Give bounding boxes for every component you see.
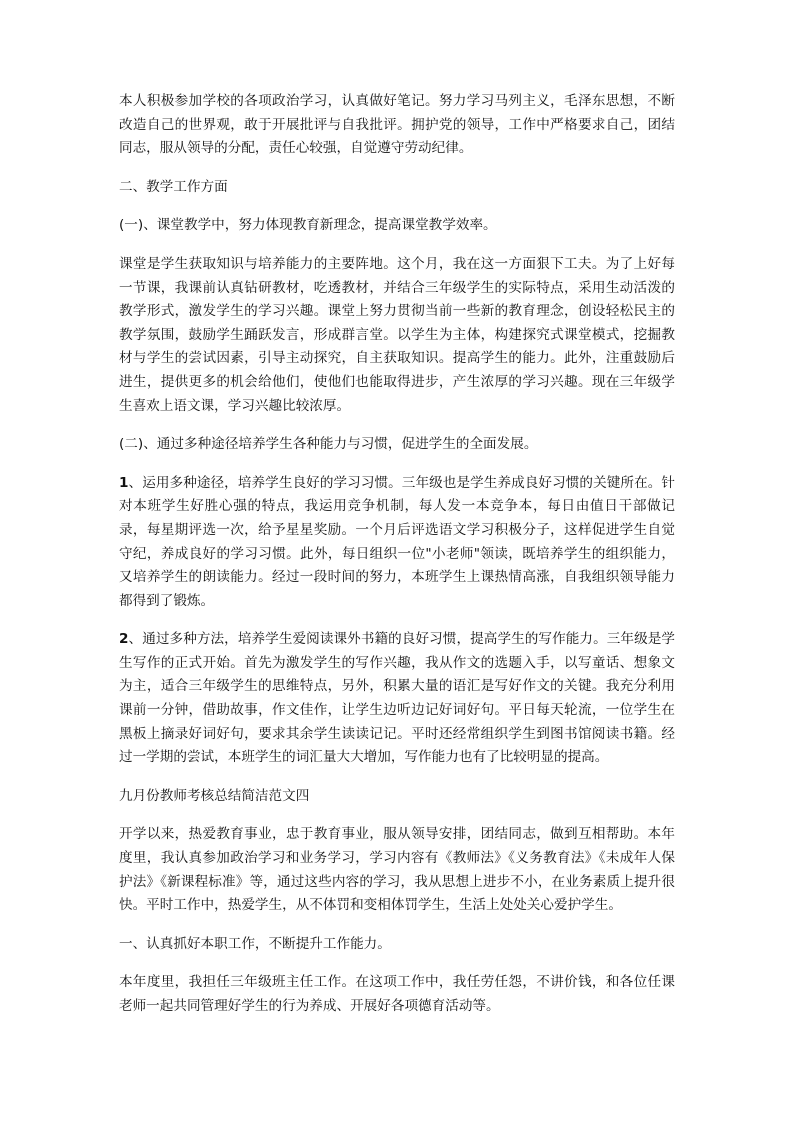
document-page bbox=[119, 90, 675, 1034]
article-title: 九月份教师考核总结简洁范文四 bbox=[119, 787, 310, 804]
list-item-learning-habits bbox=[119, 472, 675, 614]
subheading-classroom-teaching: (一)、课堂教学中，努力体现教育新理念，提高课堂教学效率。 bbox=[119, 217, 497, 234]
item-text: 、通过多种方法，培养学生爱阅读课外书籍的良好习惯，提高学生的写作能力。三年级是学生写作的正式开始。首先为激发学生的写作兴趣，我从作文的选题入手，以写童话、想象文为主，适合三年级学生的思维特点，另外，积累大量的语汇是写好作文的关键。我充分利用课前一分钟，借助故事，作文佳作，让学生边听边记好词好句。平日每天轮流，一位学生在黑板上摘录好词好句，要求其余学生读读记记。平时还经常组织学生到图书馆阅读书籍。经过一学期的尝试，本班学生的词汇量大大增加，写作能力也有了比较明显的提高。 bbox=[119, 631, 675, 766]
item-number: 1 bbox=[119, 474, 129, 491]
subheading-abilities-habits: (二)、通过多种途径培养学生各种能力与习惯，促进学生的全面发展。 bbox=[119, 436, 538, 453]
item-number: 2 bbox=[119, 631, 129, 648]
section-heading-duty: 一、认真抓好本职工作，不断提升工作能力。 bbox=[119, 935, 391, 952]
paragraph-political-study: 本人积极参加学校的各项政治学习，认真做好笔记。努力学习马列主义，毛泽东思想，不断改造自己的世界观，敢于开展批评与自我批评。拥护党的领导，工作中严格要求自己，团结同志，服从领导的分配，责任心较强，自觉遵守劳动纪律。 bbox=[119, 93, 675, 157]
list-item-reading-writing bbox=[119, 628, 675, 770]
section-heading-teaching: 二、教学工作方面 bbox=[119, 178, 228, 195]
item-text: 、运用多种途径，培养学生良好的学习习惯。三年级也是学生养成良好习惯的关键所在。针对本班学生好胜心强的特点，我运用竞争机制，每人发一本竞争本，每日由值日干部做记录，每星期评选一次，给予星星奖励。一个月后评选语文学习积极分子，这样促进学生自觉守纪，养成良好的学习习惯。此外，每日组织一位"小老师"领读，既培养学生的组织能力，又培养学生的朗读能力。经过一段时间的努力，本班学生上课热情高涨，自我组织领导能力都得到了锻炼。 bbox=[119, 474, 675, 609]
paragraph-class-teacher: 本年度里，我担任三年级班主任工作。在这项工作中，我任劳任怨，不讲价钱，和各位任课老师一起共同管理好学生的行为养成、开展好各项德育活动等。 bbox=[119, 974, 675, 1014]
paragraph-semester-intro: 开学以来，热爱教育事业，忠于教育事业，服从领导安排，团结同志，做到互相帮助。本年度里，我认真参加政治学习和业务学习，学习内容有《教师法》《义务教育法》《未成年人保护法》《新课程标准》等，通过这些内容的学习，我从思想上进步不小，在业务素质上提升很快。平时工作中，热爱学生，从不体罚和变相体罚学生，生活上处处关心爱护学生。 bbox=[119, 826, 675, 914]
paragraph-classroom: 课堂是学生获取知识与培养能力的主要阵地。这个月，我在这一方面狠下工夫。为了上好每一节课，我课前认真钻研教材，吃透教材，并结合三年级学生的实际特点，采用生动活泼的教学形式，激发学生的学习兴趣。课堂上努力贯彻当前一些新的教育理念，创设轻松民主的教学氛围，鼓励学生踊跃发言，形成群言堂。以学生为主体，构建探究式课堂模式，挖掘教材与学生的尝试因素，引导主动探究，自主获取知识。提高学生的能力。此外，注重鼓励后进生，提供更多的机会给他们，使他们也能取得进步，产生浓厚的学习兴趣。现在三年级学生喜欢上语文课，学习兴趣比较浓厚。 bbox=[119, 255, 675, 414]
